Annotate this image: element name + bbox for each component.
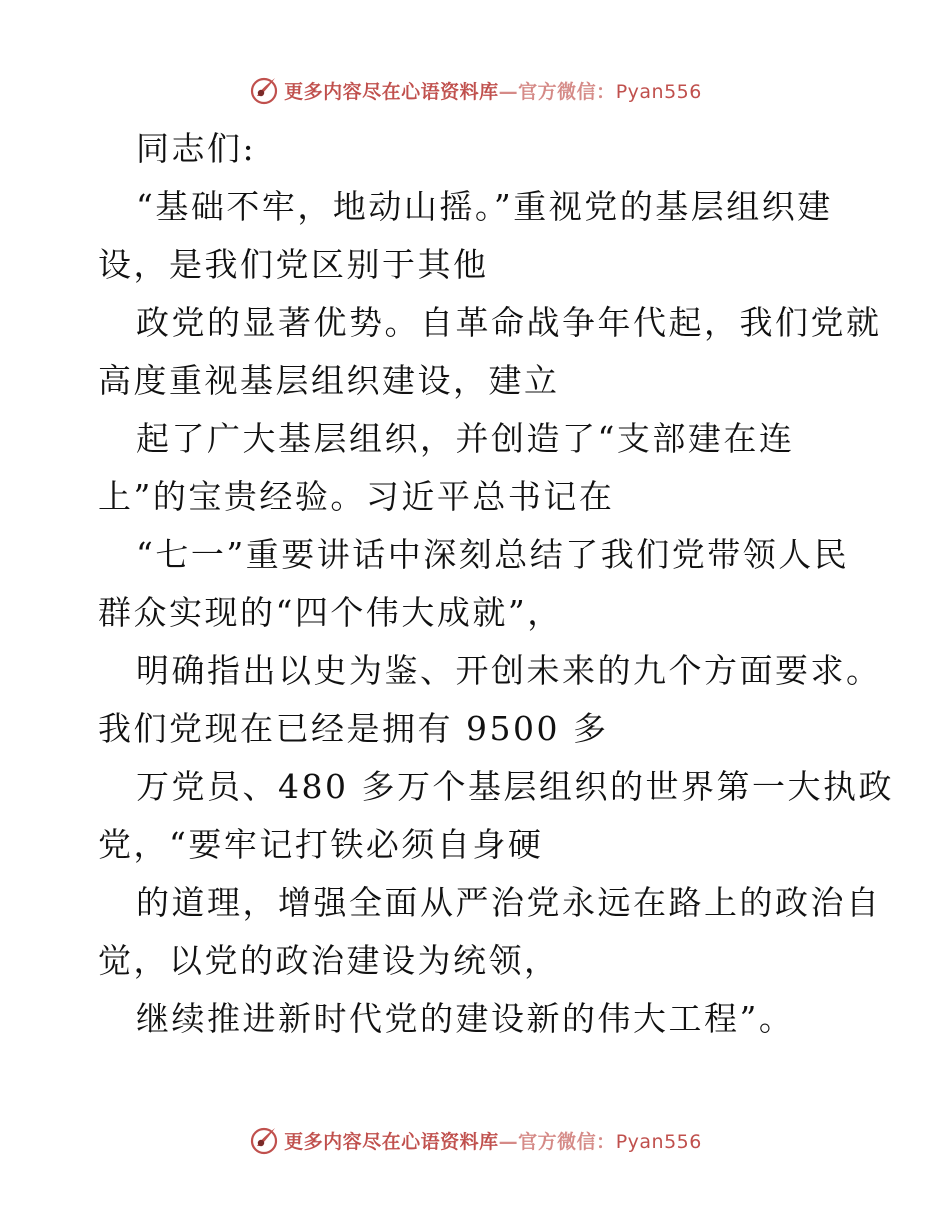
body-line: “基础不牢，地动山摇。”重视党的基层组织建 <box>136 187 833 226</box>
body-line: 设，是我们党区别于其他 <box>98 245 489 284</box>
body-line: 起了广大基层组织，并创造了“支部建在连 <box>136 419 795 458</box>
body-line: 万党员、480 多万个基层组织的世界第一大执政 <box>136 767 894 806</box>
header-wechat: Pyan556 <box>615 80 702 103</box>
body-line: 觉，以党的政治建设为统领， <box>98 941 560 980</box>
body-line: 我们党现在已经是拥有 9500 多 <box>98 709 609 748</box>
body-line: 的道理，增强全面从严治党永远在路上的政治自 <box>136 883 882 922</box>
header-dash: —官方微信： <box>498 80 616 103</box>
body-line: 明确指出以史为鉴、开创未来的九个方面要求。 <box>136 651 882 690</box>
body-line: “七一”重要讲话中深刻总结了我们党带领人民 <box>136 535 850 574</box>
body-line: 上”的宝贵经验。习近平总书记在 <box>98 477 615 516</box>
body-line: 党，“要牢记打铁必须自身硬 <box>98 825 544 864</box>
body-line: 继续推进新时代党的建设新的伟大工程”。 <box>136 999 795 1038</box>
footer-brand: 更多内容尽在心语资料库 <box>284 1130 499 1153</box>
body-line: 同志们: <box>136 129 257 168</box>
footer-banner-text <box>284 1127 702 1154</box>
footer-dash: —官方微信： <box>498 1130 616 1153</box>
body-line: 政党的显著优势。自革命战争年代起，我们党就 <box>136 303 882 342</box>
footer-banner <box>0 1120 950 1160</box>
body-line: 群众实现的“四个伟大成就”， <box>98 593 563 632</box>
footer-wechat: Pyan556 <box>615 1130 702 1153</box>
body-line: 高度重视基层组织建设，建立 <box>98 361 560 400</box>
header-brand: 更多内容尽在心语资料库 <box>284 80 499 103</box>
quill-seal-logo-icon <box>248 1124 280 1156</box>
